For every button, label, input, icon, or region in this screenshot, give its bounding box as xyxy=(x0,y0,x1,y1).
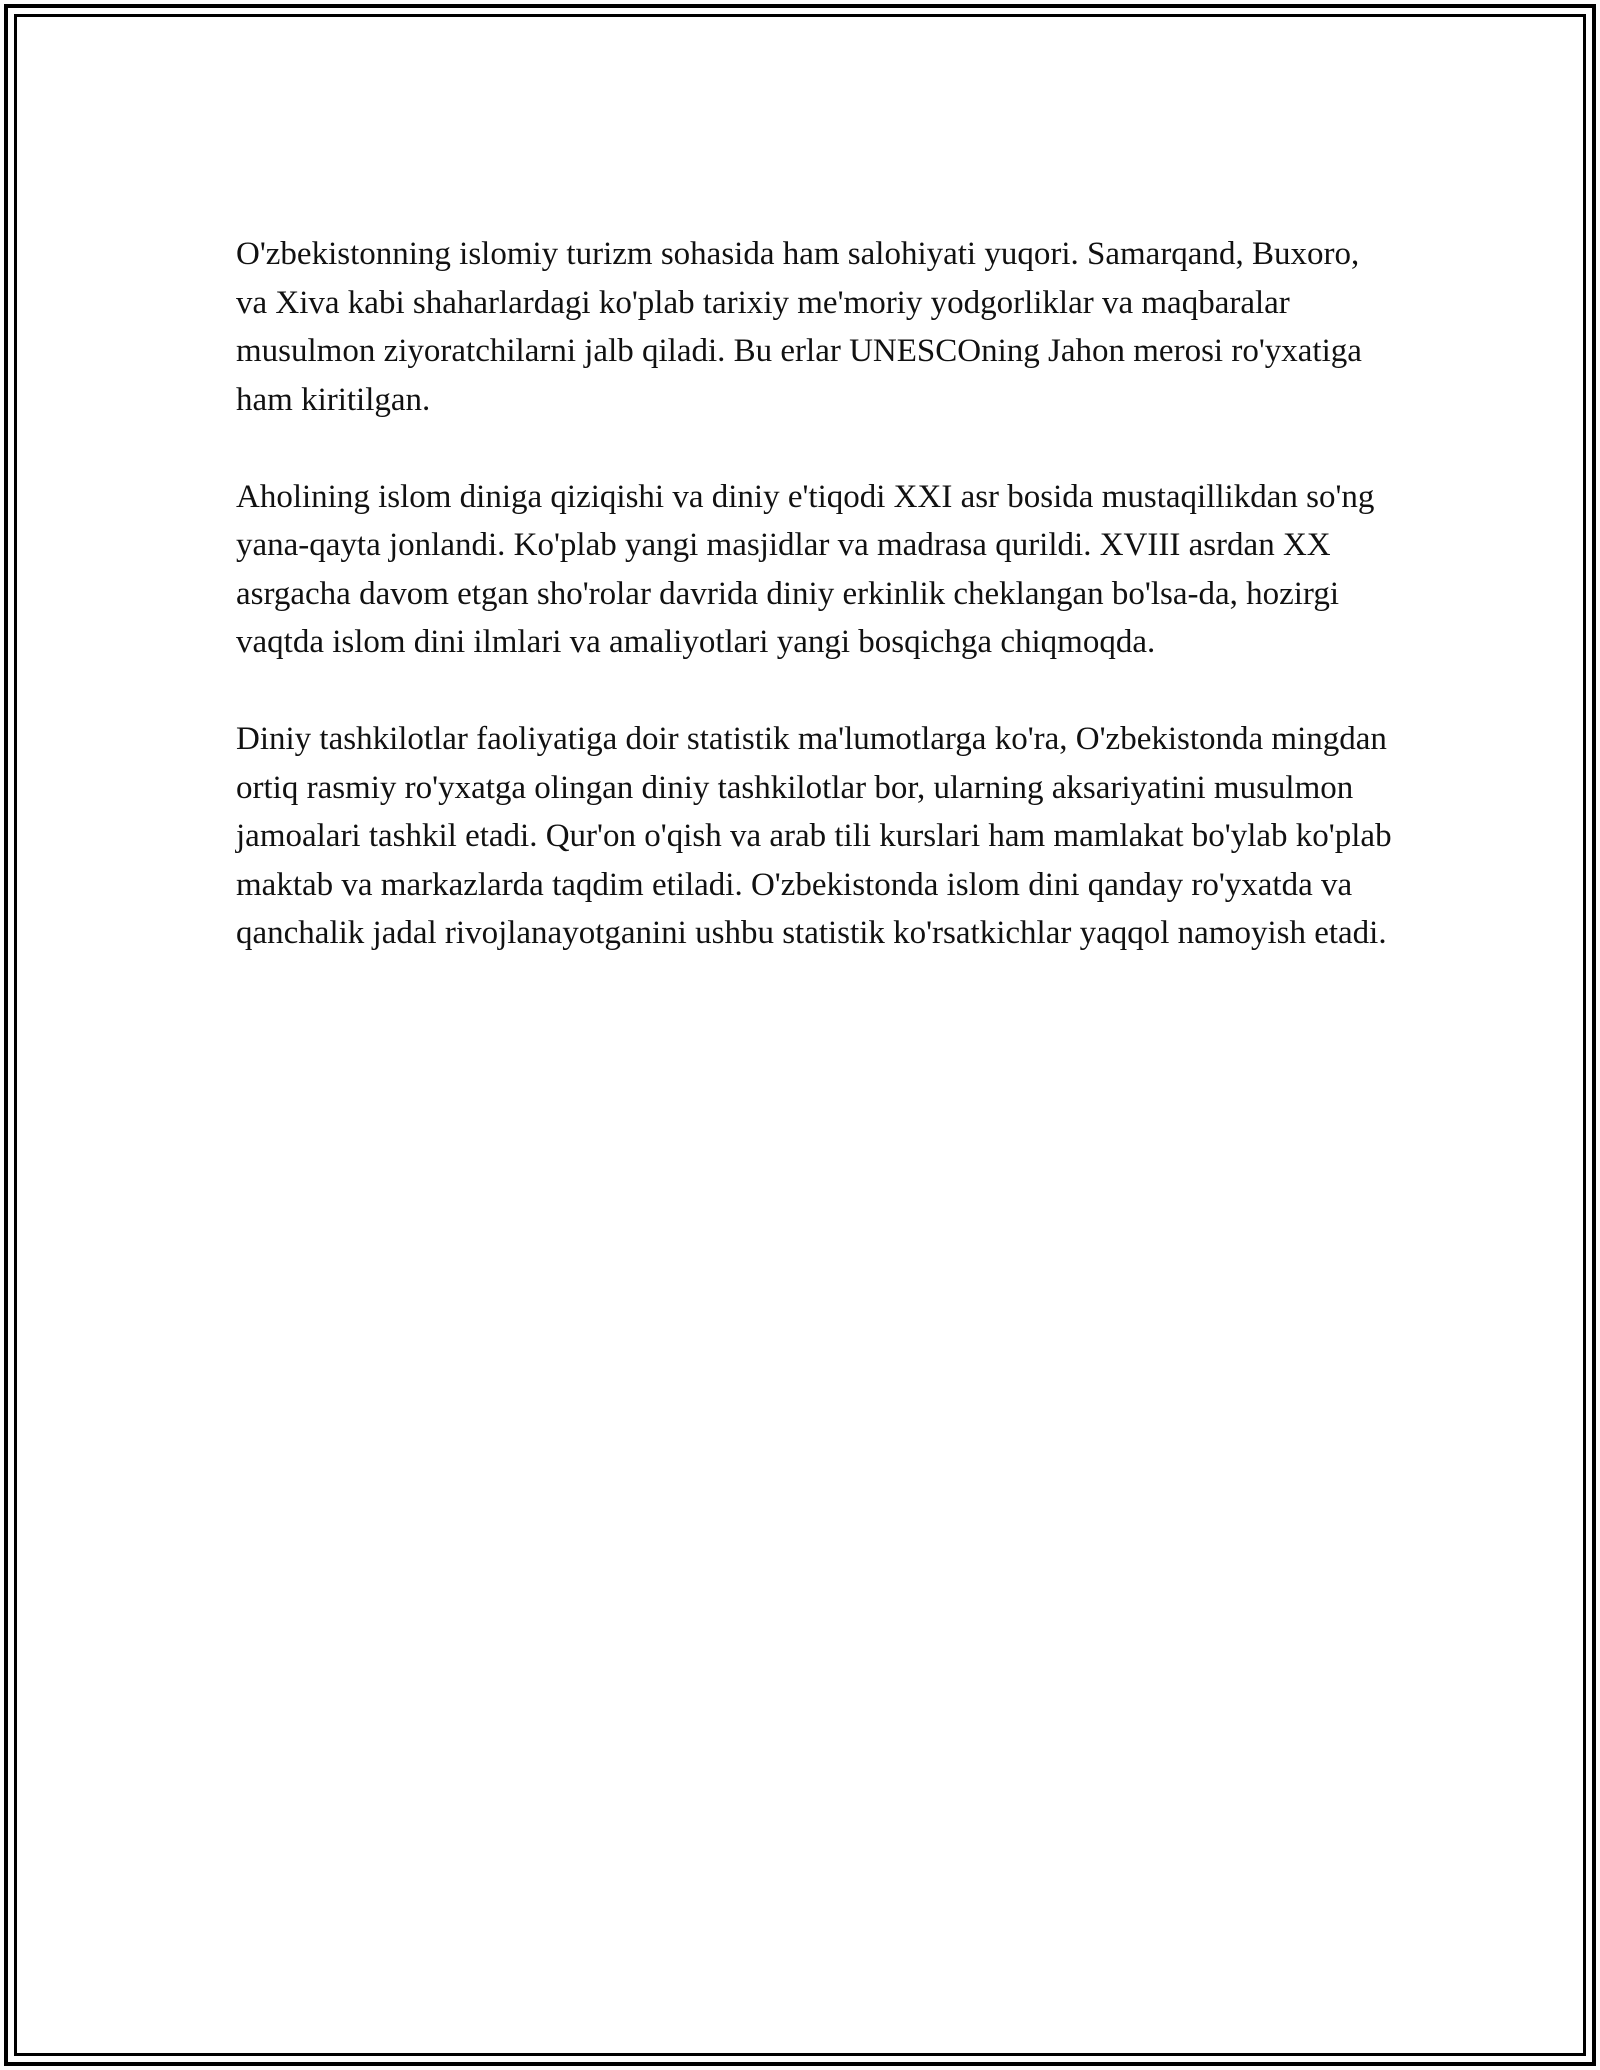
paragraph-2: Aholining islom diniga qiziqishi va diniy e'tiqodi XXI asr bosida mustaqillikdan so'ng yana-qayta jonlandi. Ko'plab yangi masjidlar va madrasa qurildi. XVIII asrdan XX asrgacha davom etgan sho'rolar davrida diniy erkinlik cheklangan bo'lsa-da, hozirgi vaqtda islom dini ilmlari va amaliyotlari yangi bosqichga chiqmoqda. xyxy=(236,478,1375,660)
paragraph-3: Diniy tashkilotlar faoliyatiga doir statistik ma'lumotlarga ko'ra, O'zbekistonda mingdan ortiq rasmiy ro'yxatga olingan diniy tashkilotlar bor, ularning aksariyatini musulmon jamoalari tashkil etadi. Qur'on o'qish va arab tili kurslari ham mamlakat bo'ylab ko'plab maktab va markazlarda taqdim etiladi. O'zbekistonda islom dini qanday ro'yxatda va qanchalik jadal rivojlanayotganini ushbu statistik ko'rsatkichlar yaqqol namoyish etadi. xyxy=(236,721,1392,951)
paragraph-1: O'zbekistonning islomiy turizm sohasida ham salohiyati yuqori. Samarqand, Buxoro, va Xiva kabi shaharlardagi ko'plab tarixiy me'moriy yodgorliklar va maqbaralar musulmon ziyoratchilarni jalb qiladi. Bu erlar UNESCOning Jahon merosi ro'yxatiga ham kiritilgan. xyxy=(236,236,1362,418)
document-body xyxy=(236,230,1396,958)
